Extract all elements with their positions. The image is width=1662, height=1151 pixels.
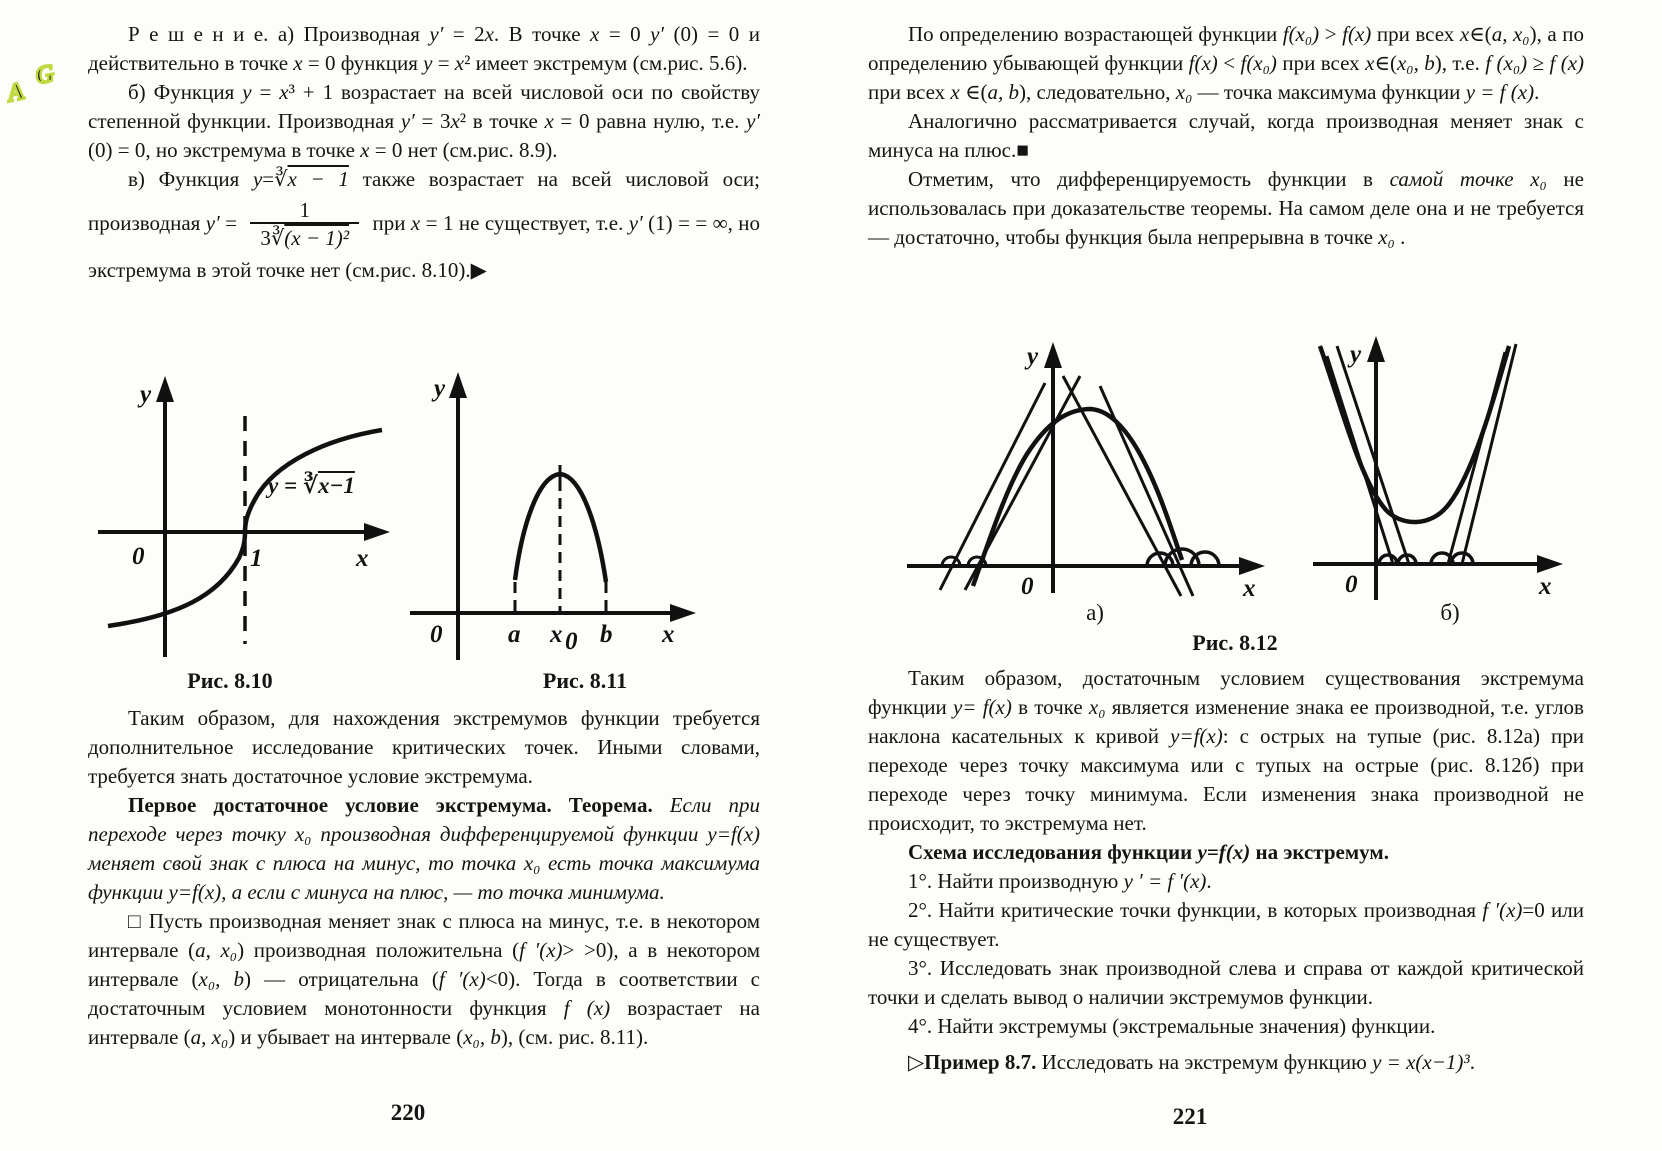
fig810-origin-label: 0 [132,543,145,570]
fig811-x0-subscript: 0 [565,628,578,655]
paragraph-theorem: Первое достаточное условие экстремума. Теорема. Если при переходе через точку x₀ производная дифференцируемой функции y=f(x) меняет свой знак с плюса на минус, то точка x₀ есть точка максимума функции y=f(x), а если с минуса на плюс, — то точка минимума. [88,793,761,904]
paragraph-solution-b: б) Функция y = x³ + 1 возрастает на всей числовой оси по свойству степенной функции. Производная y′ = 3x² в точке x = 0 равна нулю, т.е. y′ (0) = 0, но экстремума в точке x = 0 нет (см.рис. 8.9). [88,80,760,162]
paragraph-solution-a: Р е ш е н и е. а) Производная y′ = 2x. В точке x = 0 y′ (0) = 0 и действительно в точке x = 0 функция y = x² имеет экстремум (см.рис. 5.6). [88,22,760,75]
fig812b-sublabel: б) [1440,600,1460,625]
obtuse-angle-arc-3 [1191,552,1219,566]
tangent-line-3 [1063,376,1181,596]
tangent-line-2 [1337,346,1409,564]
fig812a-origin-label: 0 [1021,573,1034,600]
figure-8-10 [90,372,400,662]
y-axis-arrow [1044,342,1062,368]
fig812a-y-label: y [1027,343,1039,370]
fig810-y-label: y [140,381,152,408]
paragraph-step-3: 3°. Исследовать знак производной слева и справа от каждой критической точки и сделать вывод о наличии экстремумов функции. [868,956,1584,1009]
fig812a-sublabel: а) [1086,600,1104,625]
paragraph-analogous: Аналогично рассматривается случай, когда производная меняет знак с минуса на плюс.■ [868,109,1584,162]
fig812b-origin-label: 0 [1345,571,1358,598]
paragraph-note: Отметим, что дифференцируемость функции в самой точке x₀ не использовалась при доказательстве теоремы. На самом деле она и не требуется — достаточно, чтобы функция была непрерывна в точке x₀ . [868,167,1584,249]
tangent-line-3 [1448,352,1505,564]
page-number-left: 220 [390,1100,426,1125]
ag-logo-glyphs [3,60,56,108]
fig810-function-label: y = ∛x−1 [268,473,355,498]
paragraph-scheme-heading: Схема исследования функции y=f(x) на экстремум. [908,840,1389,864]
paragraph-example-8-7: ▷Пример 8.7. Исследовать на экстремум функцию y = x(x−1)³. [908,1050,1475,1074]
left-column-bottom-text [88,704,760,1052]
fig811-y-label: y [434,375,446,402]
left-column-top-text [88,20,760,285]
fig812a-x-label: x [1243,575,1256,600]
fig811-a-label: a [508,621,521,648]
min-u-curve [1320,346,1509,522]
fig811-x0-label: x [550,621,563,648]
paragraph-solution-v: в) Функция y=∛x − 1 также возрастает на всей числовой оси; производная y′ = $\frac{1}{\text{3∛(x − 1)²}}$ при x = 1 не существует, т.е. y′ (1) = = ∞, но экстремума в этой точке нет (см.рис. 8.10).▶ [88,167,760,283]
x-axis-arrow [1537,555,1563,573]
logo-letter-a: A [5,77,28,108]
tangent-line-1 [1327,356,1393,564]
logo-letter-g: G [33,60,57,90]
right-column-top-text [868,20,1584,252]
x-axis-arrow [364,523,390,541]
paragraph-step-4: 4°. Найти экстремумы (экстремальные значения) функции. [908,1014,1436,1038]
fig812-caption: Рис. 8.12 [1192,630,1278,655]
paragraph-increasing-def: По определению возрастающей функции f(x₀) > f(x) при всех x∈(a, x₀), а по определению убывающей функции f(x) < f(x₀) при всех x∈(x₀, b), т.е. f (x₀) ≥ f (x) при всех x ∈(a, b), следовательно, x₀ — точка максимума функции y = f (x). [868,22,1585,104]
figure-8-11 [400,368,700,663]
fig811-b-label: b [600,621,613,648]
paragraph-proof: □ Пусть производная меняет знак с плюса на минус, т.е. в некотором интервале (a, x₀) производная положительна (f ′(x)> >0), а в некотором интервале (x₀, b) — отрицательна (f ′(x)<0). Тогда в соответствии с достаточным условием монотонности функция f (x) возрастает на интервале (a, x₀) и убывает на интервале (x₀, b), (см. рис. 8.11). [88,909,761,1049]
fig810-x-label: x [356,545,369,572]
fig812b-y-label: y [1350,341,1362,368]
paragraph-step-2: 2°. Найти критические точки функции, в которых производная f ′(x)=0 или не существует. [868,898,1584,951]
paragraph-thus-right: Таким образом, достаточным условием существования экстремума функции y= f(x) в точке x₀ является изменение знака ее производной, т.е. углов наклона касательных к кривой y=f(x): с острых на тупые (рис. 8.12а) при переходе через точку максимума или с тупых на острые (рис. 8.12б) при переходе через точку минимума. Если изменения знака производной не происходит, то экстремума нет. [868,666,1584,835]
fig810-one-label: 1 [250,545,263,572]
y-axis-arrow [156,376,174,402]
y-axis-arrow [449,372,467,398]
fig811-caption: Рис. 8.11 [542,668,628,693]
paragraph-step-1: 1°. Найти производную y ′ = f ′(x). [908,869,1212,893]
right-column-bottom-text [868,664,1584,1077]
fig810-caption: Рис. 8.10 [187,668,273,693]
tangent-line-4 [1462,344,1516,564]
figure-8-12a [895,338,1275,600]
fig811-x-label: x [662,621,675,648]
x-axis-arrow [670,604,696,622]
y-axis-arrow [1367,336,1385,362]
figure-8-12b [1243,332,1573,604]
fig812b-x-label: x [1539,573,1552,600]
page-number-right: 221 [1172,1104,1208,1129]
paragraph-thus-left: Таким образом, для нахождения экстремумов функции требуется дополнительное исследование критических точек. Иными словами, требуется знать достаточное условие экстремума. [88,706,760,788]
fig811-origin-label: 0 [430,621,443,648]
